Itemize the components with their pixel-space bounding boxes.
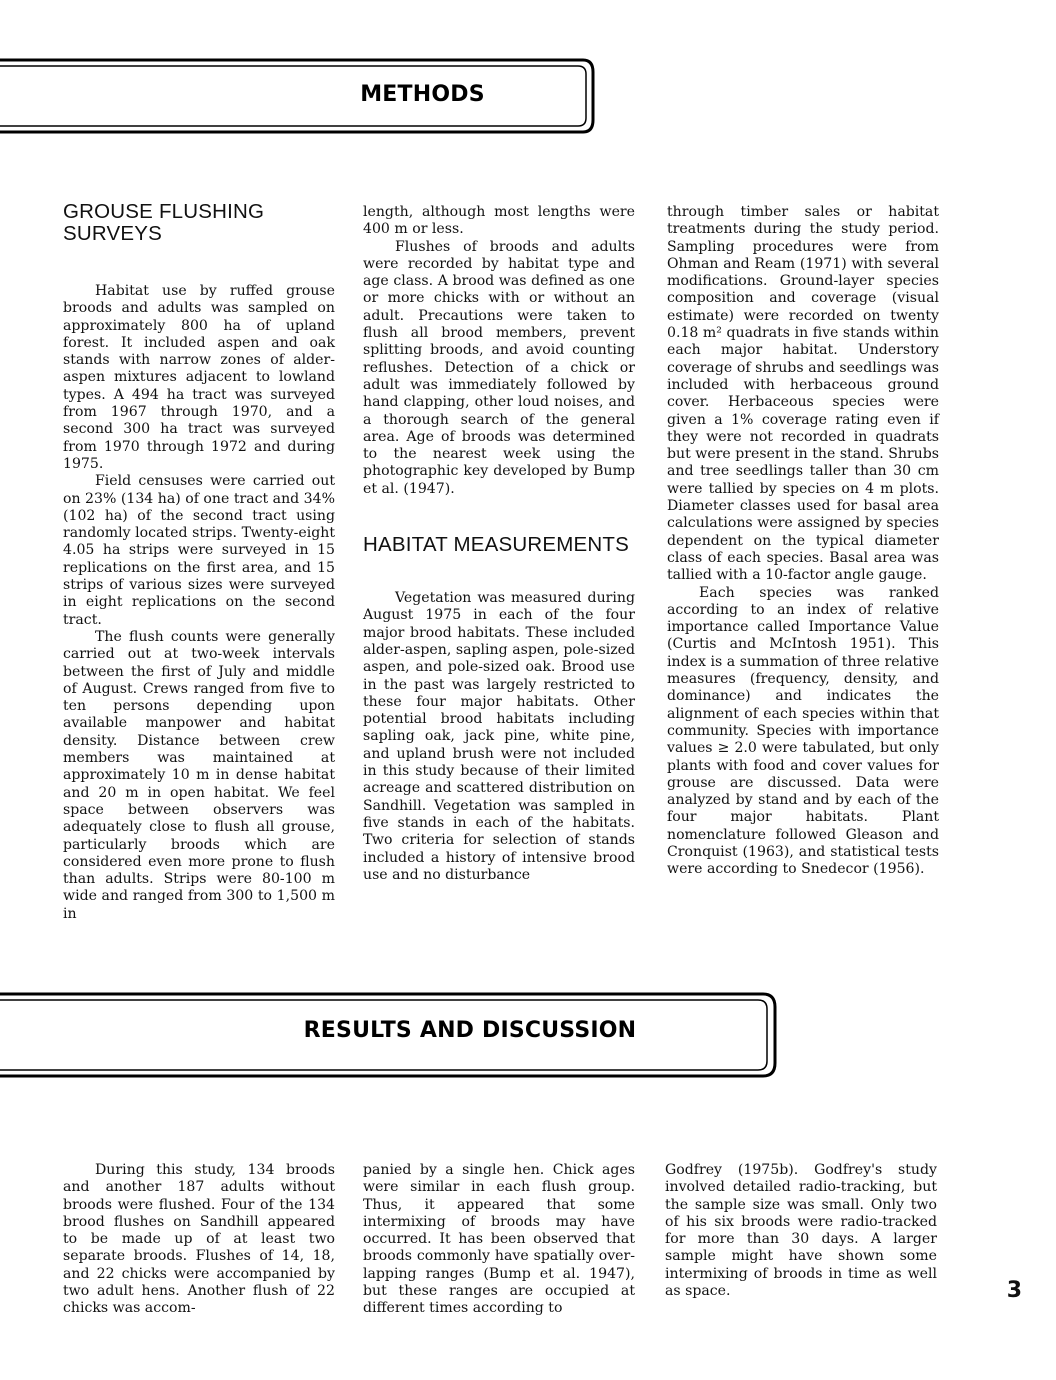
paragraph: The flush counts were generally carried out at two-week intervals between the first of July and middle of August. Crews ranged from five to ten persons depending upon available manpower and habitat density. Distance between crew members was maintained at approximately 10 m in dense habitat and 20 m in open habitat. We feel space between observers was adequately close to flush all grouse, particularly broods which are considered even more prone to flush than adults. Strips were 80-100 m wide and ranged from 300 to 1,500 m in <box>63 628 335 922</box>
results-banner <box>0 990 780 1080</box>
methods-title: METHODS <box>360 82 485 107</box>
paragraph: through timber sales or habitat treatments during the study period. Sampling procedures were from Ohman and Ream (1971) with several modifications. Ground-layer species composition and coverage (visual estimate) were recorded on twenty 0.18 m² quadrats in five stands within each major habitat. Understory coverage of shrubs and seedlings was included with herbaceous ground cover. Herbaceous species were given a 1% coverage rating even if they were not recorded in quadrats but were present in the stand. Shrubs and tree seedlings taller than 30 cm were tallied by species on 4 m plots. Diameter classes used for basal area calculations were assigned by species dependent on the typical diameter class of each species. Basal area was tallied with a 10-factor angle gauge. <box>667 204 939 584</box>
paragraph: Vegetation was measured during August 1975 in each of the four major brood habitats. These included alder-aspen, sapling aspen, pole-sized aspen, and pole-sized oak. Brood use in the past was largely restricted to these four major habitats. Other potential brood habitats including sapling oak, jack pine, white pine, and upland brush were not included in this study because of their limited acreage and scattered distribution on Sandhill. Vegetation was sampled in five stands in each of the habitats. Two criteria for selection of stands included a history of intensive brood use and no disturbance <box>363 590 635 883</box>
methods-column-3 <box>667 204 939 879</box>
paragraph: Habitat use by ruffed grouse broods and adults was sampled on approximately 800 ha of upland forest. It included aspen and oak stands with narrow zones of alder-aspen mixtures adjacent to lowland types. A 494 ha tract was surveyed from 1967 through 1970, and a second 300 ha tract was surveyed from 1970 through 1972 and during 1975. <box>63 283 335 472</box>
paragraph: During this study, 134 broods and another 187 adults without broods were flushed. Four of the 134 brood flushes on Sandhill appeared to be made up of at least two separate broods. Flushes of 14, 18, and 22 chicks were accompanied by two adult hens. Another flush of 22 chicks was accom- <box>63 1162 335 1317</box>
methods-banner <box>0 56 600 136</box>
paragraph: Flushes of broods and adults were recorded by habitat type and age class. A brood was defined as one or more chicks with or without an adult. Precautions were taken to flush all brood members, prevent splitting broods, and avoid counting reflushes. Detection of a chick or adult was immediately followed by hand clapping, other loud noises, and a thorough search of the general area. Age of broods was determined to the nearest week using the photographic key developed by Bump et al. (1947). <box>363 238 635 497</box>
grouse-flushing-heading: GROUSE FLUSHING SURVEYS <box>63 200 265 245</box>
paragraph: Field censuses were carried out on 23% (134 ha) of one tract and 34% (102 ha) of the second tract using randomly located strips. Twenty-eight 4.05 ha strips were surveyed in 15 replications on the first area, and 15 strips of various sizes were surveyed in eight replications on the second tract. <box>63 473 335 628</box>
results-column-2 <box>363 1162 635 1318</box>
results-title: RESULTS AND DISCUSSION <box>303 1018 637 1043</box>
habitat-measurements-heading: HABITAT MEASUREMENTS <box>363 533 629 557</box>
paragraph: Godfrey (1975b). Godfrey's study involved detailed radio-tracking, but the sample size was small. Only two of his six broods were radio-tracked for more than 30 days. A larger sample might have shown some intermixing of broods in time as well as space. <box>665 1162 937 1300</box>
results-column-1 <box>63 1162 335 1318</box>
paragraph: panied by a single hen. Chick ages were similar in each flush group. Thus, it appeared that some intermixing of broods may have occurred. It has been observed that broods commonly have spatially over-lapping ranges (Bump et al. 1947), but these ranges are occupied at different times according to <box>363 1162 635 1317</box>
page-number: 3 <box>1006 1278 1022 1303</box>
results-column-3 <box>665 1162 937 1300</box>
paragraph: Each species was ranked according to an index of relative importance called Importance Value (Curtis and McIntosh 1951). This index is a summation of three relative measures (frequency, density, and dominance) and indicates the alignment of each species within that community. Species with importance values ≥ 2.0 were tabulated, but only plants with food and cover values for grouse are discussed. Data were analyzed by stand and by each of the four major habitats. Plant nomenclature followed Gleason and Cronquist (1963), and statistical tests were according to Snedecor (1956). <box>667 584 939 878</box>
paragraph: length, although most lengths were 400 m or less. <box>363 204 635 238</box>
methods-column-1 <box>63 201 335 923</box>
methods-column-2 <box>363 204 635 884</box>
